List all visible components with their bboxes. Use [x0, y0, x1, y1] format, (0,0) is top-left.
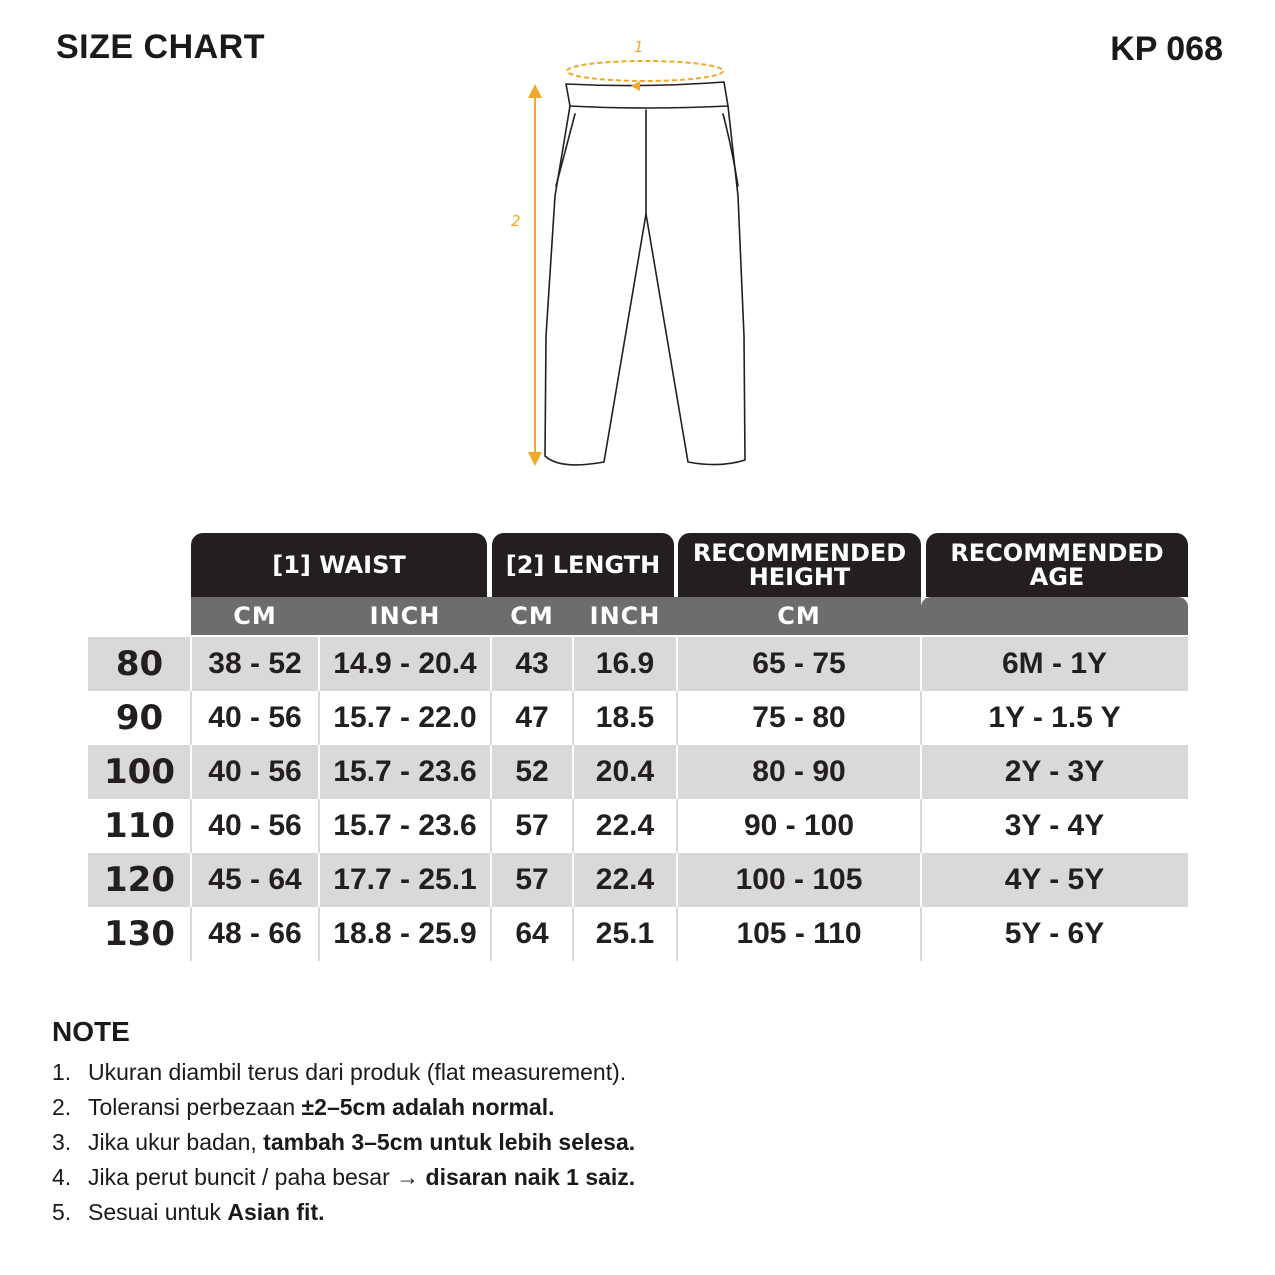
waist-measure-line: [567, 61, 723, 81]
column-divider: [318, 853, 320, 907]
column-divider: [676, 799, 678, 853]
table-row: [88, 799, 1188, 853]
cell-length-inch: 20.4: [595, 755, 655, 788]
column-divider: [572, 853, 574, 907]
cell-age: 6M - 1Y: [1001, 647, 1108, 680]
cell-waist-cm: 40 - 56: [208, 809, 302, 842]
cell-age: 5Y - 6Y: [1004, 917, 1105, 950]
height-header-line1: RECOMMENDED: [692, 539, 907, 567]
note-number: 3.: [52, 1129, 72, 1155]
note-emphasis: tambah 3–5cm untuk lebih selesa.: [263, 1129, 636, 1155]
age-header-line2: AGE: [1029, 563, 1085, 591]
cell-length-inch: 18.5: [595, 701, 655, 734]
cell-waist-inch: 15.7 - 22.0: [333, 701, 477, 734]
column-divider: [318, 637, 320, 691]
marker-1-label: 1: [634, 38, 644, 56]
table-row: [88, 691, 1188, 745]
note-number: 5.: [52, 1199, 72, 1225]
column-divider: [920, 691, 922, 745]
length-header: [492, 533, 674, 597]
note-text: Toleransi perbezaan: [88, 1094, 302, 1120]
column-divider: [920, 907, 922, 961]
cell-length-cm: 57: [515, 809, 549, 842]
waist-arrow-icon: [631, 81, 640, 91]
column-divider: [572, 691, 574, 745]
column-divider: [572, 907, 574, 961]
note-number: 1.: [52, 1059, 72, 1085]
note-item: [52, 1126, 635, 1161]
column-divider: [572, 799, 574, 853]
cell-height-cm: 65 - 75: [752, 647, 846, 680]
age-header: [926, 533, 1188, 597]
cell-height-cm: 80 - 90: [752, 755, 846, 788]
length-arrow-down-icon: [528, 452, 542, 466]
cell-height-cm: 100 - 105: [735, 863, 863, 896]
column-divider: [190, 853, 192, 907]
length-arrow-up-icon: [528, 84, 542, 98]
height-header-line2: HEIGHT: [748, 563, 851, 591]
left-pocket: [556, 114, 575, 186]
height-cm-header: CM: [677, 597, 921, 635]
table-row: [88, 745, 1188, 799]
pants-outline: [545, 106, 745, 465]
column-divider: [190, 745, 192, 799]
cell-waist-cm: 40 - 56: [208, 755, 302, 788]
column-divider: [920, 799, 922, 853]
product-code: KP 068: [1110, 30, 1223, 68]
cell-waist-inch: 14.9 - 20.4: [333, 647, 477, 680]
column-divider: [490, 691, 492, 745]
column-divider: [572, 637, 574, 691]
waist-cm-header: CM: [191, 597, 319, 635]
cell-length-inch: 25.1: [595, 917, 655, 950]
column-divider: [676, 907, 678, 961]
cell-length-cm: 52: [515, 755, 549, 788]
note-number: 2.: [52, 1094, 72, 1120]
age-sub-header: [921, 597, 1188, 635]
cell-waist-cm: 38 - 52: [208, 647, 302, 680]
column-divider: [318, 907, 320, 961]
note-title: NOTE: [52, 1016, 130, 1047]
size-label: 110: [104, 806, 175, 846]
waistband: [566, 82, 728, 108]
length-header-label: [2] LENGTH: [505, 551, 661, 579]
column-divider: [318, 799, 320, 853]
cell-height-cm: 75 - 80: [752, 701, 846, 734]
cell-height-cm: 90 - 100: [743, 809, 855, 842]
note-number: 4.: [52, 1164, 72, 1190]
length-cm-header: CM: [491, 597, 573, 635]
size-label: 100: [88, 745, 191, 799]
size-label: 80: [88, 637, 191, 691]
column-divider: [190, 637, 192, 691]
cell-waist-inch: 18.8 - 25.9: [333, 917, 477, 950]
cell-waist-cm: 48 - 66: [208, 917, 302, 950]
cell-waist-inch: 15.7 - 23.6: [333, 809, 477, 842]
age-header-line1: RECOMMENDED: [950, 539, 1164, 567]
cell-length-inch: 16.9: [595, 647, 655, 680]
length-inch-header: INCH: [573, 597, 677, 635]
column-divider: [920, 637, 922, 691]
height-header: [678, 533, 921, 597]
notes-list: [52, 1056, 635, 1231]
column-divider: [572, 745, 574, 799]
column-divider: [490, 799, 492, 853]
cell-waist-inch: 17.7 - 25.1: [333, 863, 477, 896]
cell-waist-cm: 45 - 64: [208, 863, 302, 896]
note-item: [52, 1196, 635, 1231]
note-text: Jika ukur badan,: [88, 1129, 264, 1155]
column-divider: [920, 853, 922, 907]
marker-2-label: 2: [511, 212, 521, 230]
note-text: Ukuran diambil terus dari produk (flat measurement).: [88, 1059, 627, 1085]
waist-inch-header: INCH: [319, 597, 491, 635]
note-item: [52, 1091, 635, 1126]
note-emphasis: ±2–5cm adalah normal.: [301, 1094, 555, 1120]
column-divider: [190, 907, 192, 961]
column-divider: [490, 637, 492, 691]
cell-length-cm: 43: [515, 647, 549, 680]
column-divider: [490, 907, 492, 961]
cell-length-inch: 22.4: [595, 809, 655, 842]
waist-header-label: [1] WAIST: [272, 551, 406, 579]
note-emphasis: disaran naik 1 saiz.: [425, 1164, 636, 1190]
pants-diagram: [500, 36, 760, 476]
note-text: Sesuai untuk: [88, 1199, 228, 1225]
note-item: [52, 1161, 635, 1196]
table-row: [88, 853, 1188, 907]
note-text: Jika perut buncit / paha besar →: [88, 1164, 426, 1190]
column-divider: [676, 853, 678, 907]
size-label: 130: [104, 914, 175, 954]
column-divider: [676, 637, 678, 691]
table-row: [88, 637, 1188, 691]
column-divider: [490, 853, 492, 907]
cell-waist-cm: 40 - 56: [208, 701, 302, 734]
column-divider: [676, 691, 678, 745]
note-emphasis: Asian fit.: [227, 1199, 325, 1225]
cell-age: 1Y - 1.5 Y: [988, 701, 1121, 734]
cell-length-cm: 64: [515, 917, 549, 950]
size-label: 90: [115, 698, 164, 738]
cell-length-cm: 57: [515, 863, 549, 896]
column-divider: [676, 745, 678, 799]
page-title: SIZE CHART: [56, 28, 265, 66]
cell-age: 2Y - 3Y: [1004, 755, 1105, 788]
cell-age: 3Y - 4Y: [1004, 809, 1105, 842]
column-divider: [318, 745, 320, 799]
cell-height-cm: 105 - 110: [736, 917, 862, 950]
column-divider: [318, 691, 320, 745]
size-label: 120: [88, 853, 191, 907]
table-row: [88, 907, 1188, 961]
column-divider: [190, 691, 192, 745]
column-divider: [190, 799, 192, 853]
cell-age: 4Y - 5Y: [1004, 863, 1105, 896]
cell-length-cm: 47: [515, 701, 549, 734]
cell-waist-inch: 15.7 - 23.6: [333, 755, 477, 788]
waist-header: [191, 533, 487, 597]
column-divider: [920, 745, 922, 799]
note-item: [52, 1056, 635, 1091]
column-divider: [490, 745, 492, 799]
cell-length-inch: 22.4: [595, 863, 655, 896]
